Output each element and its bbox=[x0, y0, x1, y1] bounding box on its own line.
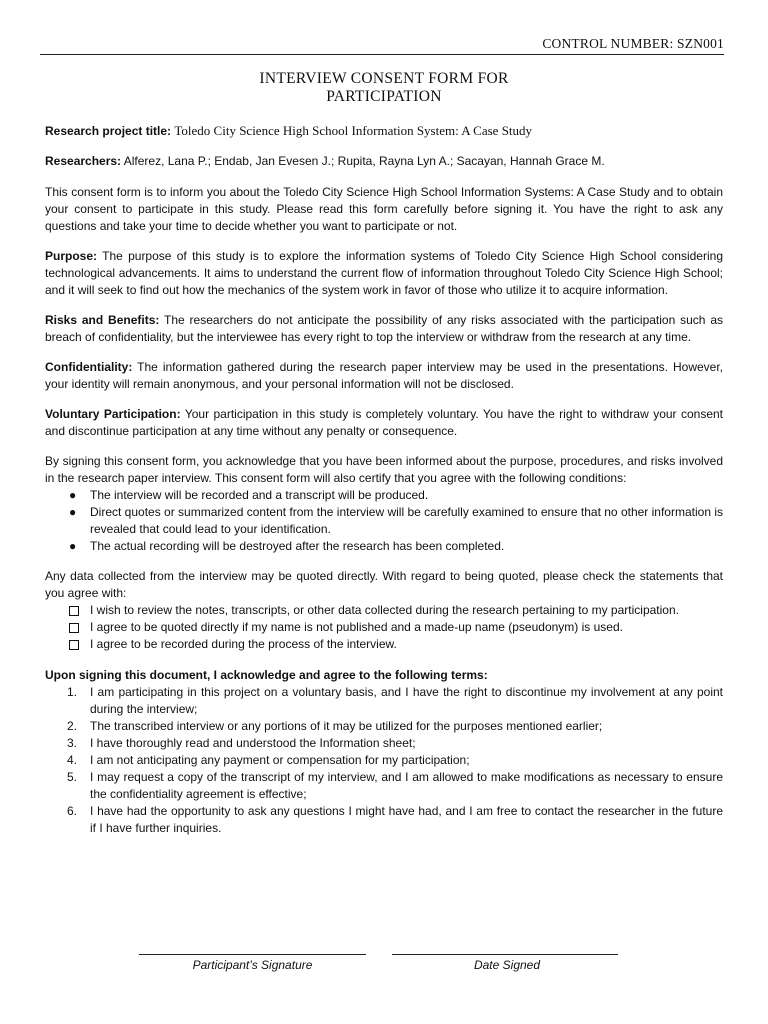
quote-intro: Any data collected from the interview may be quoted directly. With regard to being quoted, please check the statements that you agree with: bbox=[45, 569, 723, 600]
risks-section bbox=[45, 312, 723, 346]
researchers bbox=[45, 153, 723, 170]
voluntary-text: Your participation in this study is completely voluntary. You have the right to withdraw your consent and discontinue participation at any time without any penalty or consequence. bbox=[45, 407, 724, 438]
form-title bbox=[0, 70, 768, 106]
condition-item: ● The actual recording will be destroyed after the research has been completed. bbox=[69, 539, 505, 553]
term-item: 1. I am participating in this project on a voluntary basis, and I have the right to discontinue my involvement at any point during the interview; bbox=[67, 685, 723, 716]
bullet-icon: ● bbox=[69, 505, 77, 519]
purpose-section bbox=[45, 248, 723, 299]
term-item: 3. I have thoroughly read and understood the Information sheet; bbox=[67, 736, 416, 750]
consent-checklist bbox=[45, 602, 723, 653]
voluntary-section bbox=[45, 406, 723, 440]
form-title-line-1: INTERVIEW CONSENT FORM FOR bbox=[259, 70, 509, 87]
form-title-line-2: PARTICIPATION bbox=[326, 88, 442, 105]
term-item: 5. I may request a copy of the transcript of my interview, and I am allowed to make modifications as necessary to ensure the confidentiality agreement is effective; bbox=[67, 770, 723, 801]
researchers-label: Researchers: bbox=[45, 154, 122, 168]
condition-item: ● The interview will be recorded and a transcript will be produced. bbox=[69, 488, 429, 502]
checklist-item-record[interactable]: I agree to be recorded during the process of the interview. bbox=[90, 636, 723, 653]
intro-paragraph: This consent form is to inform you about the Toledo City Science High School Information Systems: A Case Study and to obtain your consent to participate in this study. Please read this form carefully before signing it. You have the right to ask any questions and take your time to decide whether you want to participate or not. bbox=[45, 185, 723, 233]
checkbox-review[interactable] bbox=[69, 606, 79, 616]
date-signed-label: Date Signed bbox=[473, 958, 541, 972]
form-body bbox=[45, 122, 723, 837]
confidentiality-text: The information gathered during the research paper interview may be used in the presentations. However, your identity will remain anonymous, and your personal information will not be disclosed. bbox=[45, 360, 723, 391]
condition-item: ● Direct quotes or summarized content from the interview will be carefully examined to ensure that no other information is revealed that could lead to your identification. bbox=[69, 505, 723, 536]
term-item: 4. I am not anticipating any payment or compensation for my participation; bbox=[67, 753, 470, 767]
project-title-label: Research project title: bbox=[45, 124, 172, 138]
checkbox-quote[interactable] bbox=[69, 623, 79, 633]
checklist-item-quote[interactable]: I agree to be quoted directly if my name is not published and a made-up name (pseudonym) is used. bbox=[90, 619, 723, 636]
checklist-item-review[interactable]: I wish to review the notes, transcripts, or other data collected during the research pertaining to my participation. bbox=[90, 602, 723, 619]
project-title bbox=[45, 122, 723, 140]
date-signed-line[interactable] bbox=[392, 954, 618, 955]
terms-heading: Upon signing this document, I acknowledge and agree to the following terms: bbox=[45, 668, 488, 682]
confidentiality-label: Confidentiality: bbox=[45, 360, 133, 374]
purpose-label: Purpose: bbox=[45, 249, 98, 263]
risks-text: The researchers do not anticipate the possibility of any risks associated with the participation such as breach of confidentiality, but the interviewee has every right to top the interview or withdraw from the research at any time. bbox=[45, 313, 723, 344]
participant-signature-label: Participant’s Signature bbox=[192, 958, 313, 972]
project-title-value: Toledo City Science High School Information System: A Case Study bbox=[174, 123, 533, 138]
participant-signature-line[interactable] bbox=[139, 954, 366, 955]
purpose-text: The purpose of this study is to explore the information systems of Toledo City Science High School considering technological advancements. It aims to understand the current flow of information throughout Toledo City Science High School; and it will seek to find out how the mechanics of the system work in favor of those who utilize it to acquire information. bbox=[45, 249, 723, 297]
signing-intro: By signing this consent form, you acknowledge that you have been informed about the purpose, procedures, and risks involved in the research paper interview. This consent form will also certify that you agree with the following conditions: bbox=[45, 454, 723, 485]
voluntary-label: Voluntary Participation: bbox=[45, 407, 181, 421]
confidentiality-section bbox=[45, 359, 723, 393]
researchers-value: Alferez, Lana P.; Endab, Jan Evesen J.; Rupita, Rayna Lyn A.; Sacayan, Hannah Grace M. bbox=[123, 154, 605, 168]
conditions-list bbox=[45, 487, 723, 555]
term-item: 6. I have had the opportunity to ask any questions I might have had, and I am free to contact the researcher in the future if I have further inquiries. bbox=[67, 804, 723, 835]
control-number: CONTROL NUMBER: SZN001 bbox=[40, 36, 724, 55]
risks-label: Risks and Benefits: bbox=[45, 313, 160, 327]
checkbox-record[interactable] bbox=[69, 640, 79, 650]
term-item: 2. The transcribed interview or any portions of it may be utilized for the purposes mentioned earlier; bbox=[67, 719, 603, 733]
terms-list bbox=[45, 684, 723, 837]
bullet-icon: ● bbox=[69, 488, 77, 502]
bullet-icon: ● bbox=[69, 539, 77, 553]
